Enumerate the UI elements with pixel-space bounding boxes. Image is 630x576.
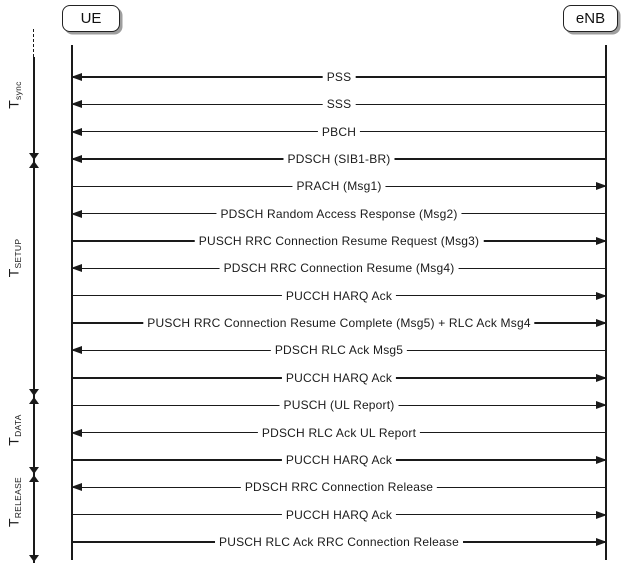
- phase-boundary-marker-icon: [29, 467, 39, 482]
- actor-enb-label: eNB: [575, 10, 606, 27]
- message-label: PUCCH HARQ Ack: [282, 508, 396, 522]
- message-row: [72, 480, 606, 495]
- arrowhead-to-ue-icon: [71, 210, 82, 218]
- message-label: PUSCH RLC Ack RRC Connection Release: [215, 535, 463, 549]
- timeline-rail-dashed-segment: [33, 29, 34, 57]
- phase-label-data: $T_{DATA}$: [5, 414, 23, 446]
- message-row: [72, 343, 606, 358]
- message-row: [72, 69, 606, 84]
- actor-ue-box: [62, 5, 120, 32]
- message-row: [72, 288, 606, 303]
- arrowhead-to-ue-icon: [71, 100, 82, 108]
- message-row: [72, 452, 606, 467]
- phase-boundary-marker-icon: [29, 153, 39, 168]
- phase-label-sync: $T_{sync}$: [5, 81, 23, 109]
- message-label: PUSCH (UL Report): [280, 398, 399, 412]
- arrowhead-to-enb-icon: [596, 292, 607, 300]
- message-row: [72, 425, 606, 440]
- arrowhead-to-enb-icon: [596, 511, 607, 519]
- message-row: [72, 316, 606, 331]
- arrowhead-to-ue-icon: [71, 429, 82, 437]
- arrowhead-to-ue-icon: [71, 155, 82, 163]
- arrowhead-to-ue-icon: [71, 128, 82, 136]
- arrowhead-to-ue-icon: [71, 483, 82, 491]
- arrowhead-to-enb-icon: [596, 456, 607, 464]
- message-label: PRACH (Msg1): [292, 179, 385, 193]
- actor-ue-label: UE: [80, 10, 102, 27]
- actor-enb-box: [563, 5, 618, 32]
- message-row: [72, 534, 606, 549]
- arrowhead-to-enb-icon: [596, 374, 607, 382]
- message-label: PDSCH RLC Ack Msg5: [271, 343, 407, 357]
- message-label: PUSCH RRC Connection Resume Request (Msg3): [195, 234, 484, 248]
- arrowhead-to-enb-icon: [596, 401, 607, 409]
- message-label: PDSCH RRC Connection Resume (Msg4): [220, 261, 459, 275]
- message-label: PDSCH RLC Ack UL Report: [258, 426, 420, 440]
- message-label: PDSCH RRC Connection Release: [241, 480, 437, 494]
- message-label: SSS: [323, 97, 356, 111]
- arrowhead-to-enb-icon: [596, 538, 607, 546]
- message-label: PDSCH Random Access Response (Msg2): [216, 207, 461, 221]
- message-row: [72, 261, 606, 276]
- message-label: PDSCH (SIB1-BR): [283, 152, 394, 166]
- message-row: [72, 234, 606, 249]
- arrowhead-to-ue-icon: [71, 264, 82, 272]
- message-label: PUSCH RRC Connection Resume Complete (Msg5) + RLC Ack Msg4: [143, 316, 534, 330]
- message-row: [72, 124, 606, 139]
- message-label: PUCCH HARQ Ack: [282, 453, 396, 467]
- message-row: [72, 152, 606, 167]
- message-label: PUCCH HARQ Ack: [282, 289, 396, 303]
- message-label: PSS: [323, 70, 356, 84]
- message-row: [72, 370, 606, 385]
- message-row: [72, 206, 606, 221]
- message-label: PBCH: [318, 125, 360, 139]
- phase-label-release: $T_{RELEASE}$: [5, 476, 23, 528]
- phase-boundary-marker-icon: [29, 389, 39, 404]
- message-row: [72, 507, 606, 522]
- arrowhead-to-enb-icon: [596, 237, 607, 245]
- timeline-rail: [33, 57, 35, 563]
- message-row: [72, 398, 606, 413]
- arrowhead-to-enb-icon: [596, 319, 607, 327]
- timeline-end-arrow-icon: [29, 555, 39, 562]
- arrowhead-to-enb-icon: [596, 182, 607, 190]
- arrowhead-to-ue-icon: [71, 346, 82, 354]
- arrowhead-to-ue-icon: [71, 73, 82, 81]
- message-row: [72, 179, 606, 194]
- enb-lifeline: [605, 45, 606, 560]
- message-label: PUCCH HARQ Ack: [282, 371, 396, 385]
- message-row: [72, 97, 606, 112]
- phase-label-setup: $T_{SETUP}$: [5, 238, 23, 278]
